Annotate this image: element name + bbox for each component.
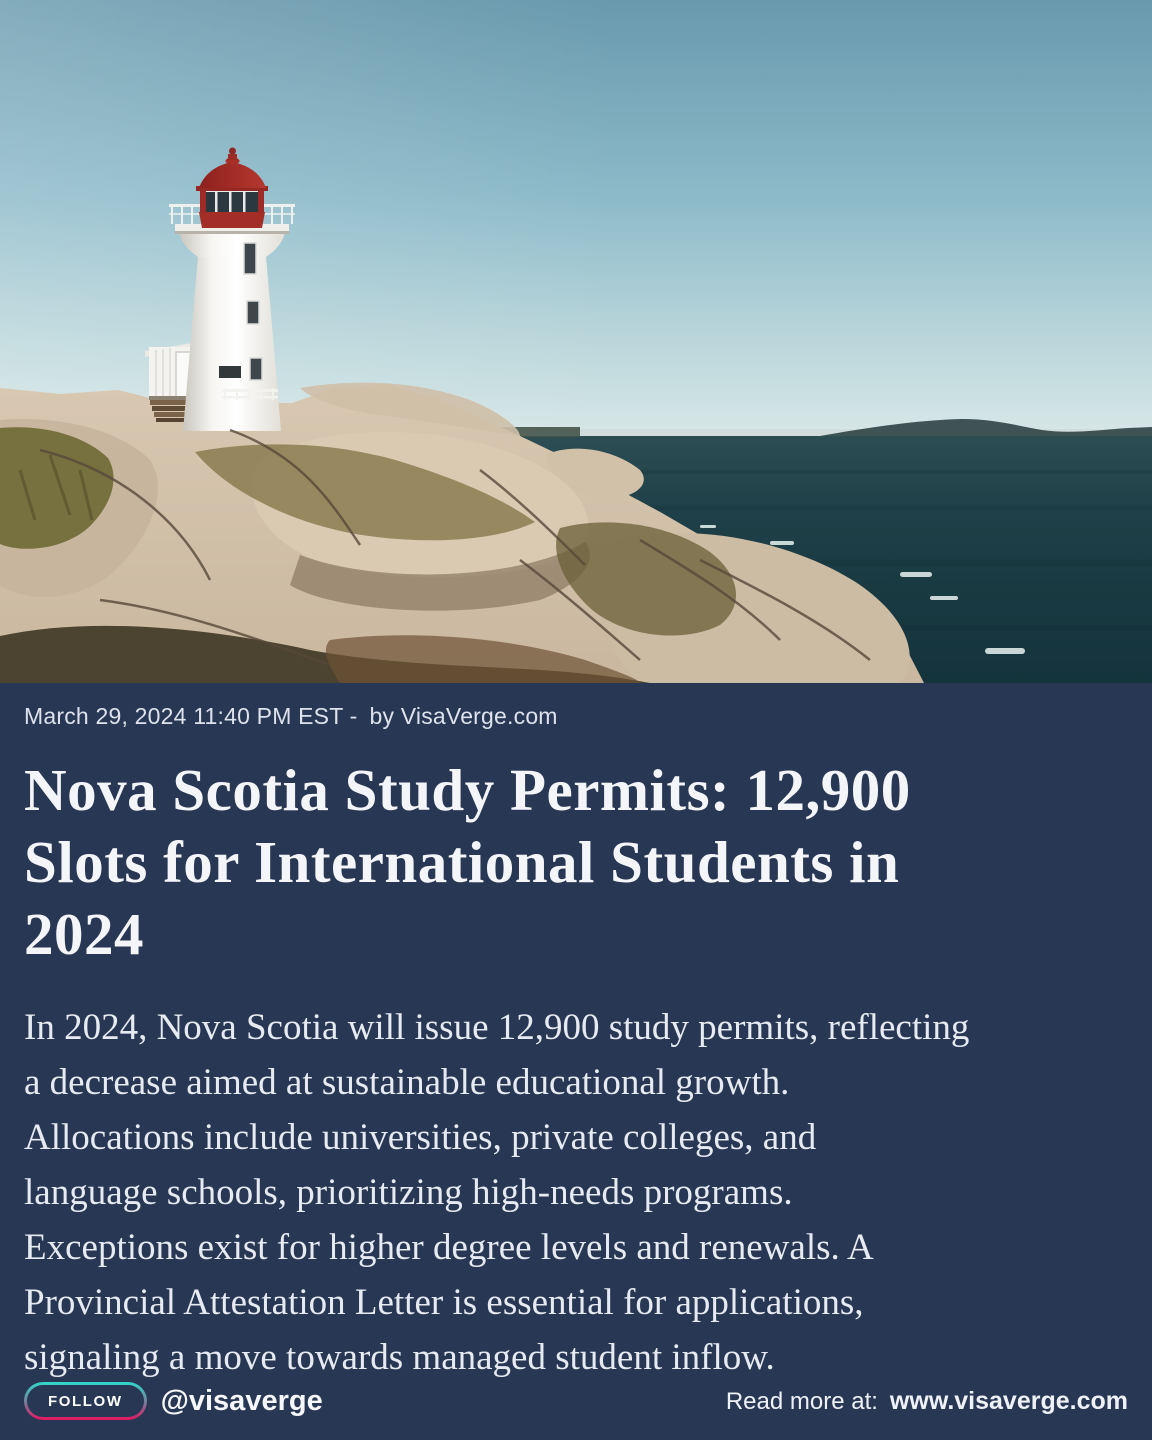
post-byline: by VisaVerge.com bbox=[369, 703, 558, 729]
headline bbox=[24, 754, 1128, 970]
body-line-2: a decrease aimed at sustainable educational growth. bbox=[24, 1062, 790, 1103]
follow-button[interactable] bbox=[24, 1382, 147, 1420]
lighthouse-photo-svg bbox=[0, 0, 1152, 683]
headline-line-3: 2024 bbox=[24, 901, 144, 967]
post-date: March 29, 2024 11:40 PM EST - bbox=[24, 703, 358, 729]
follow-button-label: FOLLOW bbox=[27, 1385, 144, 1417]
read-more-url[interactable]: www.visaverge.com bbox=[889, 1386, 1128, 1415]
body-text bbox=[24, 1000, 1128, 1385]
read-more-label: Read more at: bbox=[725, 1387, 878, 1415]
headline-line-2: Slots for International Students in bbox=[24, 829, 900, 895]
footer-readmore bbox=[726, 1387, 1128, 1416]
headline-line-1: Nova Scotia Study Permits: 12,900 bbox=[24, 757, 911, 823]
body-line-7: signaling a move towards managed student inflow. bbox=[24, 1337, 775, 1378]
footer-brand bbox=[24, 1382, 323, 1420]
account-handle[interactable]: @visaverge bbox=[160, 1384, 323, 1417]
footer bbox=[24, 1382, 1128, 1420]
body-line-1: In 2024, Nova Scotia will issue 12,900 study permits, reflecting bbox=[24, 1007, 970, 1048]
lighthouse-photo bbox=[0, 0, 1152, 683]
body-line-5: Exceptions exist for higher degree levels and renewals. A bbox=[24, 1227, 874, 1268]
body-line-3: Allocations include universities, private colleges, and bbox=[24, 1117, 817, 1158]
post-text-panel bbox=[0, 683, 1152, 1440]
body-line-4: language schools, prioritizing high-needs programs. bbox=[24, 1172, 793, 1213]
body-line-6: Provincial Attestation Letter is essential for applications, bbox=[24, 1282, 864, 1323]
meta-row bbox=[24, 683, 1128, 730]
